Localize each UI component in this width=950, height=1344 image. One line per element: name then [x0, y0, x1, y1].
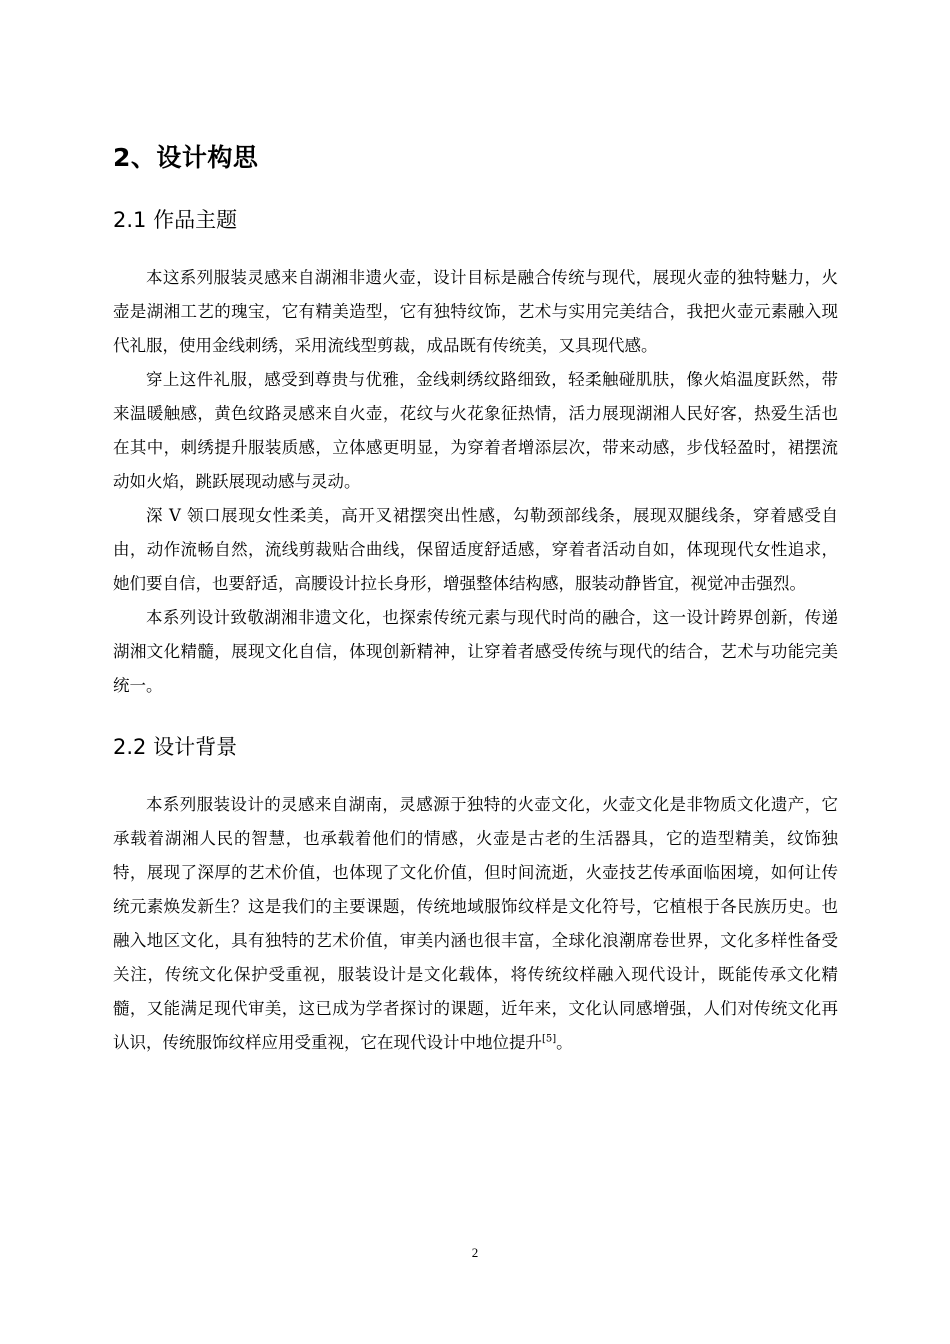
- section-body-design-background: [113, 788, 838, 1060]
- paragraph-text: 本系列服装设计的灵感来自湖南，灵感源于独特的火壶文化，火壶文化是非物质文化遗产，它承载着湖湘人民的智慧，也承载着他们的情感，火壶是古老的生活器具，它的造型精美，纹饰独特，展现了深厚的艺术价值，也体现了文化价值，但时间流逝，火壶技艺传承面临困境，如何让传统元素焕发新生？这是我们的主要课题，传统地域服饰纹样是文化符号，它植根于各民族历史。也融入地区文化，具有独特的艺术价值，审美内涵也很丰富，全球化浪潮席卷世界，文化多样性备受关注，传统文化保护受重视，服装设计是文化载体，将传统纹样融入现代设计，既能传承文化精髓，又能满足现代审美，这已成为学者探讨的课题，近年来，文化认同感增强，人们对传统文化再认识，传统服饰纹样应用受重视，它在现代设计中地位提升: [113, 795, 838, 1052]
- section-title-work-theme: 2.1 作品主题: [113, 208, 238, 232]
- section-title-design-background: 2.2 设计背景: [113, 735, 238, 759]
- paragraph: 本系列设计致敬湖湘非遗文化，也探索传统元素与现代时尚的融合，这一设计跨界创新，传递湖湘文化精髓，展现文化自信，体现创新精神，让穿着者感受传统与现代的结合，艺术与功能完美统一。: [113, 608, 838, 695]
- paragraph-with-citation: [113, 788, 838, 1060]
- page-content: [113, 138, 838, 1060]
- citation-reference[interactable]: [5]: [542, 1033, 557, 1045]
- paragraph: 本这系列服装灵感来自湖湘非遗火壶，设计目标是融合传统与现代，展现火壶的独特魅力，火壶是湖湘工艺的瑰宝，它有精美造型，它有独特纹饰，艺术与实用完美结合，我把火壶元素融入现代礼服，使用金线刺绣，采用流线型剪裁，成品既有传统美，又具现代感。: [113, 268, 838, 355]
- page-number: 2: [471, 1245, 479, 1260]
- paragraph: 穿上这件礼服，感受到尊贵与优雅，金线刺绣纹路细致，轻柔触碰肌肤，像火焰温度跃然，带来温暖触感，黄色纹路灵感来自火壶，花纹与火花象征热情，活力展现湖湘人民好客，热爱生活也在其中，刺绣提升服装质感，立体感更明显，为穿着者增添层次，带来动感，步伐轻盈时，裙摆流动如火焰，跳跃展现动感与灵动。: [113, 370, 838, 491]
- chapter-title: 2、设计构思: [113, 143, 259, 172]
- paragraph: 深 V 领口展现女性柔美，高开叉裙摆突出性感，勾勒颈部线条，展现双腿线条，穿着感受自由，动作流畅自然，流线剪裁贴合曲线，保留适度舒适感，穿着者活动自如，体现现代女性追求，她们要自信，也要舒适，高腰设计拉长身形，增强整体结构感，服装动静皆宜，视觉冲击强烈。: [113, 506, 838, 593]
- section-body-work-theme: [113, 261, 838, 703]
- closing-punctuation: 。: [556, 1033, 573, 1052]
